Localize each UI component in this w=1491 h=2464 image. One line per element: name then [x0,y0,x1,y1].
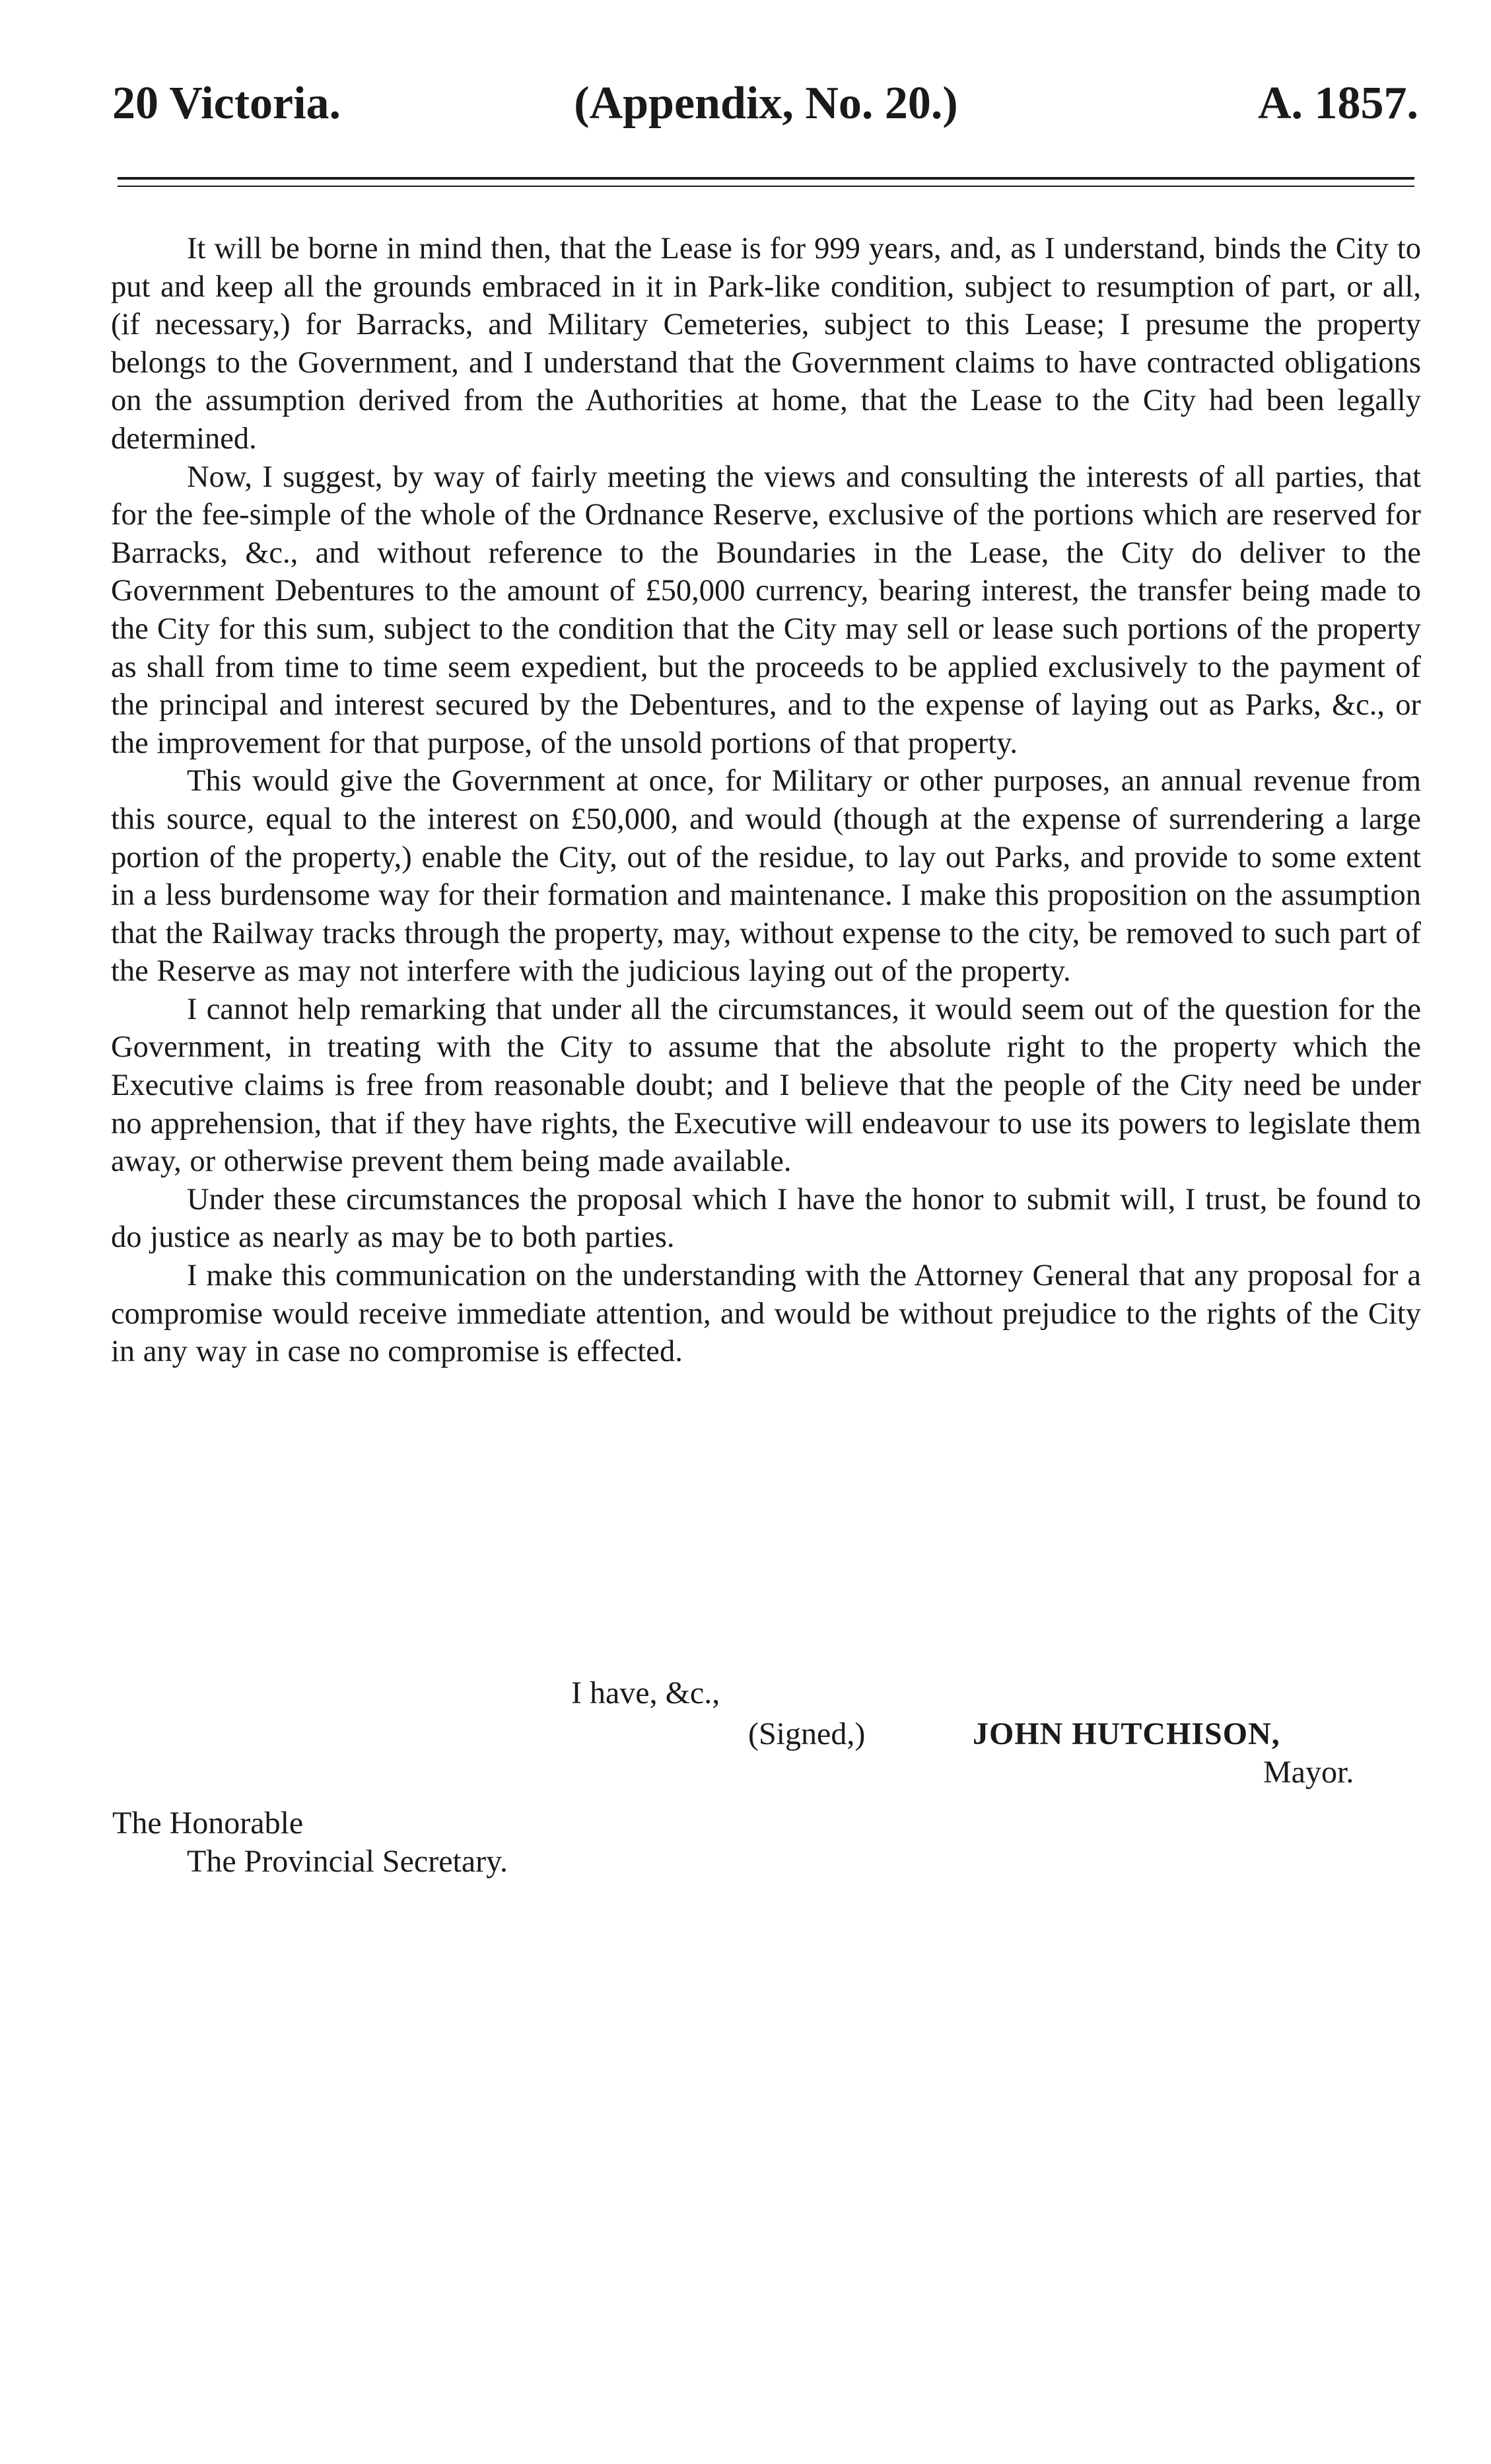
header-year: A. 1857. [1257,78,1418,129]
paragraph-lease: It will be borne in mind then, that the Lease is for 999 years, and, as I understand, binds the City to put and keep all the grounds embraced in it in Park-like condition, subject to resumption of part, or all, (if necessary,) for Barracks, and Military Cemeteries, subject to this Lease; I presume the property belongs to the Government, and I understand that the Government claims to have contracted obligations on the assumption derived from the Authorities at home, that the Lease to the City had been legally determined. [111,232,1421,456]
header-rule-thick [118,177,1414,180]
addressee-line1: The Honorable [112,1806,304,1841]
paragraph-revenue: This would give the Government at once, for Military or other purposes, an annual revenue from this source, equal to the interest on £50,000, and would (though at the expense of surrendering a large portion of the property,) enable the City, out of the residue, to lay out Parks, and provide to some extent in a less burdensome way for their formation and maintenance. I make this proposition on the assumption that the Railway tracks through the property, may, without expense to the city, be removed to such part of the Reserve as may not interfere with the judicious laying out of the property. [111,764,1421,989]
signed-label: (Signed,) [748,1716,866,1751]
header-session: 20 Victoria. [112,78,341,129]
document-page [111,0,1421,2464]
header-appendix: (Appendix, No. 20.) [574,78,958,129]
header-rule-thin [118,186,1414,187]
paragraph-proposal: Now, I suggest, by way of fairly meeting the views and consulting the interests of all parties, that for the fee-simple of the whole of the Ordnance Reserve, exclusive of the portions which are reserved for Barracks, &c., and without reference to the Boundaries in the Lease, the City do deliver to the Government Debentures to the amount of £50,000 currency, bearing interest, the transfer being made to the City for this sum, subject to the condition that the City may sell or lease such portions of the property as shall from time to time seem expedient, but the proceeds to be applied exclusively to the payment of the principal and interest secured by the Debentures, and to the expense of laying out as Parks, &c., or the improvement for that purpose, of the unsold portions of that property. [111,460,1421,760]
signatory-title: Mayor. [1263,1755,1354,1790]
running-header [111,74,1421,133]
paragraph-communication: I make this communication on the understanding with the Attorney General that any proposal for a compromise would receive immediate attention, and would be without prejudice to the rights of the City in any way in case no compromise is effected. [111,1259,1421,1369]
paragraph-remarks: I cannot help remarking that under all the circumstances, it would seem out of the question for the Government, in treating with the City to assume that the absolute right to the property which the Executive claims is free from reasonable doubt; and I believe that the people of the City need be under no apprehension, that if they have rights, the Executive will endeavour to use its powers to legislate them away, or otherwise prevent them being made available. [111,992,1421,1179]
signatory-name: JOHN HUTCHISON, [973,1716,1280,1751]
letter-body [111,230,1421,1371]
addressee-line2: The Provincial Secretary. [187,1844,508,1879]
salutation: I have, &c., [571,1675,720,1710]
paragraph-justice: Under these circumstances the proposal which I have the honor to submit will, I trust, be found to do justice as nearly as may be to both parties. [111,1182,1421,1255]
